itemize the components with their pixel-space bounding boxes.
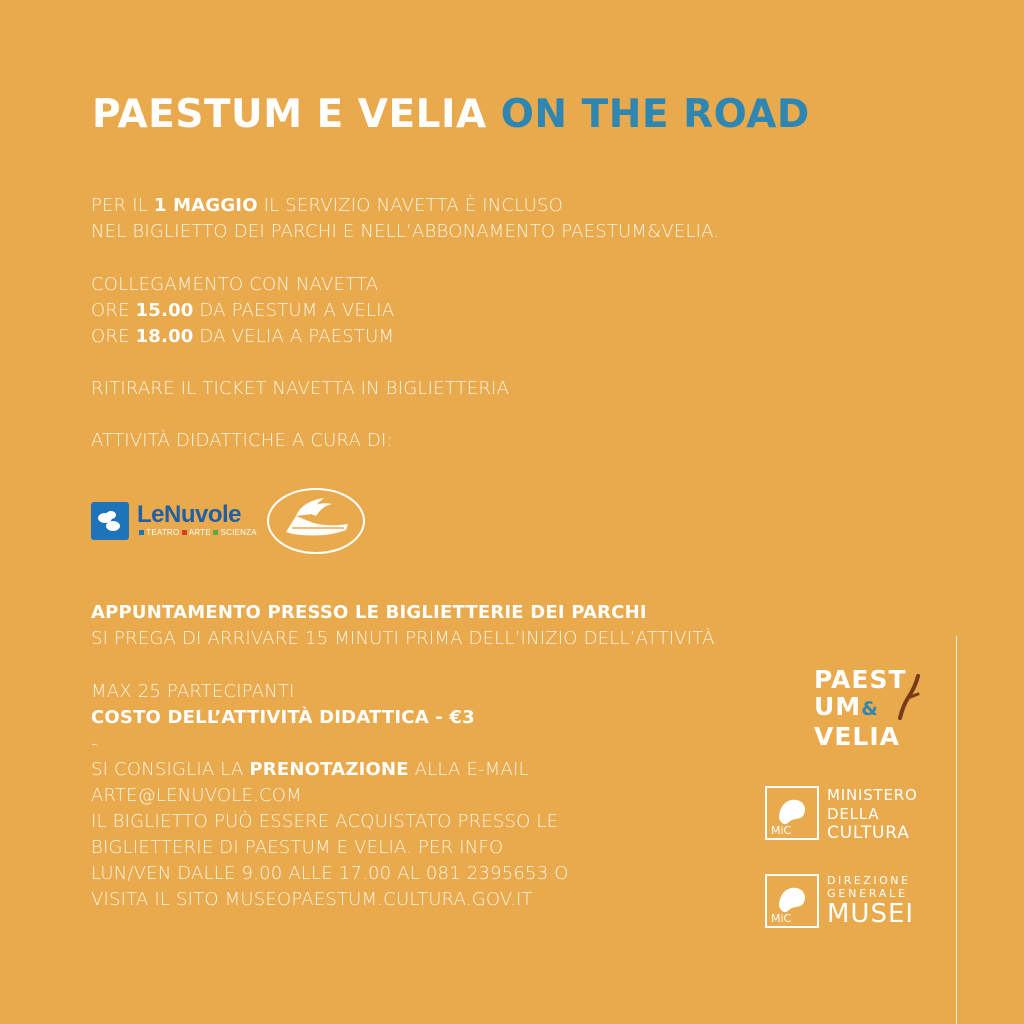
title-part1: PAESTUM E VELIA <box>92 92 487 137</box>
lenuvole-sub-scienza: SCIENZA <box>220 528 257 537</box>
intro-line2: NEL BIGLIETTO DEI PARCHI E NELL’ABBONAMENTO PAESTUM&VELIA. <box>91 221 720 242</box>
shuttle-route-1: DA PAESTUM A VELIA <box>193 300 395 321</box>
direzione-musei-logo <box>765 874 925 934</box>
pv-logo-line1: PAEST <box>814 665 907 694</box>
details-info <box>91 679 569 913</box>
lenuvole-subtitle <box>139 528 257 537</box>
direzione-line1: DIREZIONE <box>827 874 911 887</box>
winged-sandal-logo <box>266 486 366 556</box>
ministero-line1: MINISTERO <box>827 786 918 804</box>
shuttle-heading: COLLEGAMENTO CON NAVETTA <box>91 274 379 295</box>
lenuvole-sub-arte: ARTE <box>188 528 211 537</box>
shuttle-info <box>91 272 394 350</box>
paestum-velia-logo <box>814 666 929 752</box>
booking-post: ALLA E-MAIL <box>408 759 529 780</box>
shuttle-time-1: 15.00 <box>135 300 194 321</box>
booking-bold: PRENOTAZIONE <box>249 759 409 780</box>
title-part2: ON THE ROAD <box>500 92 810 137</box>
direzione-line2: GENERALE <box>827 887 908 900</box>
mic-label-1: MiC <box>771 824 792 837</box>
diver-icon <box>894 674 924 720</box>
booking-email[interactable]: ARTE@LENUVOLE.COM <box>91 785 302 806</box>
ore-label-1: ORE <box>91 300 136 321</box>
appointment-heading: APPUNTAMENTO PRESSO LE BIGLIETTERIE DEI PARCHI <box>91 602 647 623</box>
direzione-text <box>827 874 914 928</box>
ministero-cultura-logo <box>765 786 925 846</box>
info-line-3: LUN/VEN DALLE 9.00 ALLE 17.00 AL 081 2395653 O <box>91 863 569 884</box>
ore-label-2: ORE <box>91 326 136 347</box>
info-line-1: IL BIGLIETTO PUÒ ESSERE ACQUISTATO PRESSO LE <box>91 811 559 832</box>
lenuvole-name: LeNuvole <box>137 501 242 528</box>
page-title <box>92 92 810 137</box>
activities-label: ATTIVITÀ DIDATTICHE A CURA DI: <box>91 430 393 451</box>
mic-label-2: MiC <box>771 912 792 925</box>
direzione-line3: MUSEI <box>827 899 915 929</box>
ticket-note: RITIRARE IL TICKET NAVETTA IN BIGLIETTERIA <box>91 378 510 399</box>
intro-date: 1 MAGGIO <box>153 195 258 216</box>
intro-post: IL SERVIZIO NAVETTA È INCLUSO <box>257 195 563 216</box>
pv-logo-amp: & <box>861 698 879 720</box>
vertical-divider <box>956 636 957 1024</box>
ministero-line2: DELLA <box>827 805 880 823</box>
mic-emblem-icon-2 <box>765 874 819 928</box>
booking-pre: SI CONSIGLIA LA <box>91 759 250 780</box>
lenuvole-sub-teatro: TEATRO <box>146 528 180 537</box>
mic-emblem-icon <box>765 786 819 840</box>
appointment-note: SI PREGA DI ARRIVARE 15 MINUTI PRIMA DELL’INIZIO DELL’ATTIVITÀ <box>91 628 715 649</box>
separator-dash: - <box>91 733 98 754</box>
shuttle-time-2: 18.00 <box>135 326 194 347</box>
info-line-4[interactable]: VISITA IL SITO MUSEOPAESTUM.CULTURA.GOV.IT <box>91 889 533 910</box>
intro-text <box>91 193 719 245</box>
lenuvole-logo <box>91 500 257 542</box>
ministero-text <box>827 786 918 843</box>
max-participants: MAX 25 PARTECIPANTI <box>91 681 295 702</box>
intro-pre: PER IL <box>91 195 154 216</box>
pv-logo-line2: UM <box>814 692 862 721</box>
activity-cost: COSTO DELL’ATTIVITÀ DIDATTICA - €3 <box>91 707 475 728</box>
ministero-line3: CULTURA <box>827 823 910 843</box>
shuttle-route-2: DA VELIA A PAESTUM <box>193 326 395 347</box>
pv-logo-line3: VELIA <box>814 722 901 751</box>
info-line-2: BIGLIETTERIE DI PAESTUM E VELIA. PER INFO <box>91 837 504 858</box>
cloud-icon <box>91 502 129 540</box>
appointment-info <box>91 600 715 652</box>
